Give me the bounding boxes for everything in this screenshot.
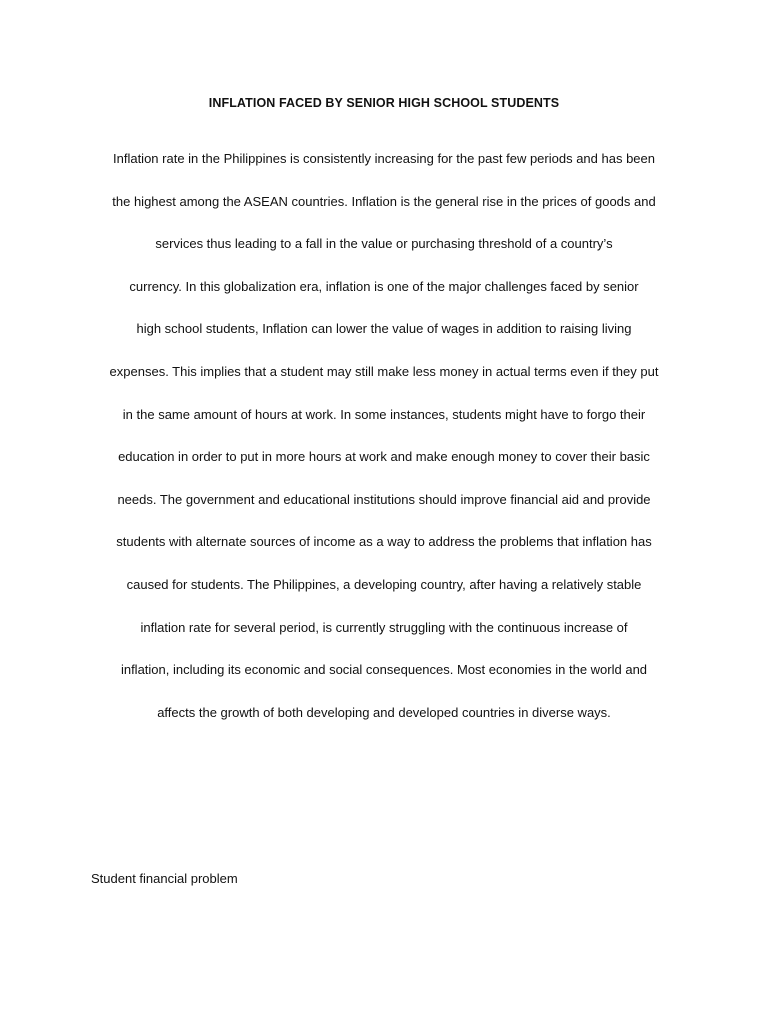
body-paragraph [88, 149, 680, 745]
paragraph-line: education in order to put in more hours at work and make enough money to cover their basic [118, 449, 650, 465]
paragraph-line: Inflation rate in the Philippines is consistently increasing for the past few periods and has been [113, 151, 655, 166]
paragraph-line: inflation rate for several period, is currently struggling with the continuous increase of [140, 619, 628, 635]
paragraph-line: expenses. This implies that a student may still make less money in actual terms even if they put [109, 363, 659, 379]
paragraph-line: inflation, including its economic and social consequences. Most economies in the world and [120, 662, 648, 678]
paragraph-line: students with alternate sources of income as a way to address the problems that inflation has [116, 534, 652, 550]
document-title: INFLATION FACED BY SENIOR HIGH SCHOOL STUDENTS [208, 96, 560, 110]
paragraph-line: needs. The government and educational institutions should improve financial aid and provide [117, 491, 651, 507]
section-heading: Student financial problem [91, 871, 238, 886]
paragraph-line: services thus leading to a fall in the value or purchasing threshold of a country’s [155, 236, 613, 252]
paragraph-line: high school students, Inflation can lower the value of wages in addition to raising living [136, 321, 632, 337]
paragraph-line: currency. In this globalization era, inflation is one of the major challenges faced by senior [129, 278, 639, 294]
paragraph-line: the highest among the ASEAN countries. Inflation is the general rise in the prices of goods and [112, 193, 656, 209]
paragraph-line: caused for students. The Philippines, a developing country, after having a relatively stable [126, 576, 642, 592]
paragraph-line: in the same amount of hours at work. In some instances, students might have to forgo their [122, 406, 646, 422]
paragraph-line: affects the growth of both developing and developed countries in diverse ways. [157, 704, 611, 720]
